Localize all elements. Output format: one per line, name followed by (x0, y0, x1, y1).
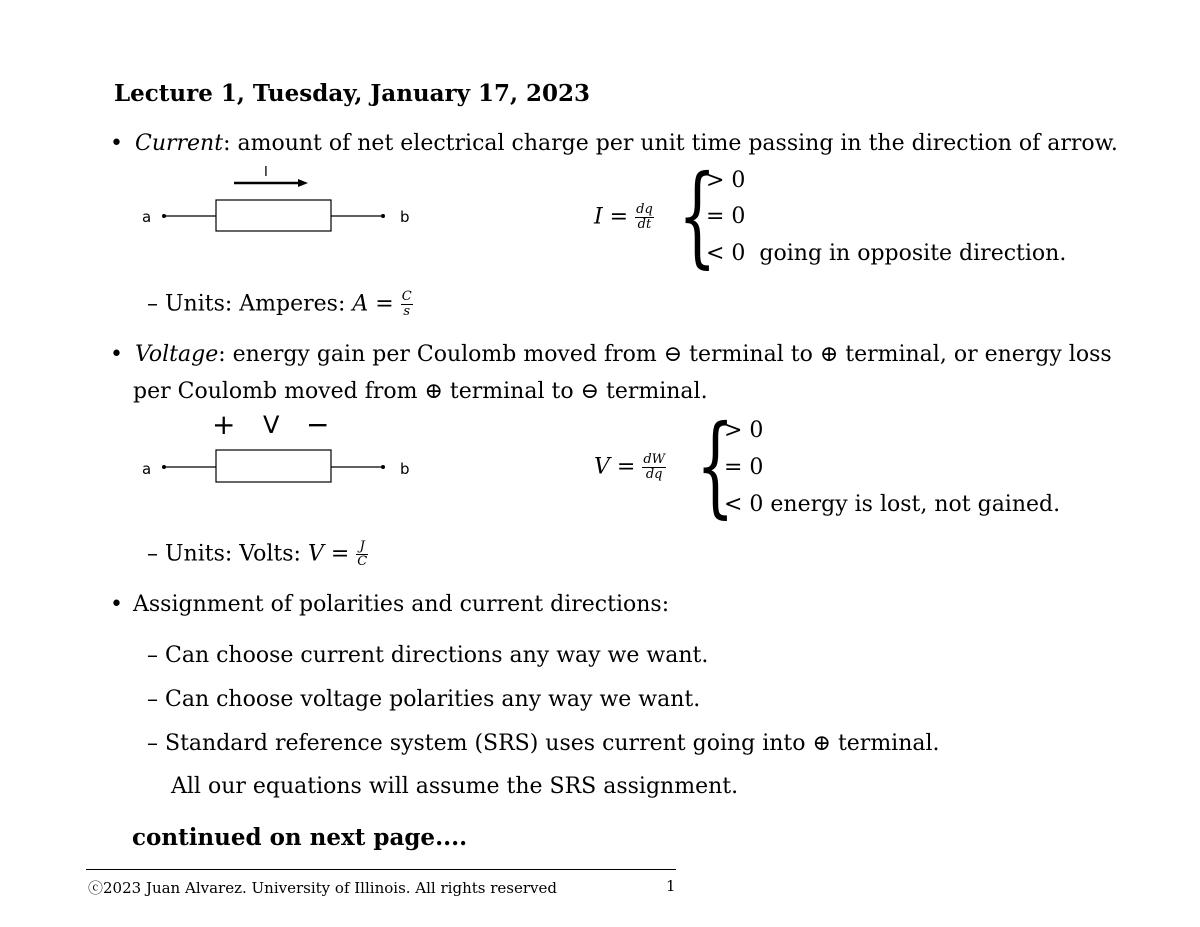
voltage-label: V (263, 411, 280, 439)
voltage-case-2: = 0 (724, 455, 764, 480)
arrow-label: I (264, 165, 268, 180)
voltage-formula (594, 453, 666, 482)
current-resistor-diagram (130, 160, 430, 240)
resistor-box (216, 450, 331, 482)
voltage-formula-lhs: V = (594, 454, 636, 480)
voltage-units (147, 540, 368, 569)
current-formula-lhs: I = (594, 204, 629, 230)
terminal-b-label: b (400, 208, 410, 226)
voltage-units-fraction (356, 540, 368, 569)
current-units-fraction (401, 290, 413, 319)
terminal-b-label: b (400, 460, 410, 478)
page-title: Lecture 1, Tuesday, January 17, 2023 (114, 80, 591, 107)
page-number: 1 (666, 877, 676, 895)
assignment-item: – Can choose voltage polarities any way we want. (147, 687, 701, 712)
current-definition: : amount of net electrical charge per unit time passing in the direction of arrow. (223, 131, 1118, 156)
voltage-case-1: > 0 (724, 418, 764, 443)
arrow-head-icon (298, 179, 308, 187)
bullet-assignment: • (110, 592, 123, 617)
footer-rule (86, 869, 676, 870)
current-units-num: C (401, 289, 412, 304)
current-fraction (635, 203, 654, 232)
continued-label: continued on next page.... (132, 824, 468, 851)
current-units (147, 290, 413, 319)
terminal-a-label: a (142, 460, 152, 478)
footer-copyright: ⓒ2023 Juan Alvarez. University of Illinois. All rights reserved (88, 879, 557, 897)
assignment-heading: Assignment of polarities and current directions: (133, 592, 670, 617)
terminal-a-label: a (142, 208, 152, 226)
assignment-item: – Can choose current directions any way we want. (147, 643, 709, 668)
current-formula (594, 203, 654, 232)
voltage-fraction (642, 453, 666, 482)
current-units-lhs: A = (352, 291, 394, 317)
voltage-resistor-diagram (130, 408, 430, 488)
current-fraction-den: dt (637, 217, 652, 232)
current-units-label: – Units: Amperes: (147, 291, 346, 317)
voltage-definition: : energy gain per Coulomb moved from ⊖ terminal to ⊕ terminal, or energy loss (218, 342, 1112, 367)
current-case-2: = 0 (706, 204, 746, 229)
current-case-1: > 0 (706, 168, 746, 193)
terminal-b-dot (381, 465, 385, 469)
minus-sign: − (306, 408, 330, 441)
voltage-term: Voltage (135, 342, 219, 367)
voltage-definition-line2: per Coulomb moved from ⊕ terminal to ⊖ terminal. (133, 379, 708, 404)
bullet-voltage: • (110, 342, 123, 367)
voltage-units-den: C (357, 554, 368, 569)
plus-sign: + (212, 408, 236, 441)
current-case-3: < 0 going in opposite direction. (706, 241, 1067, 266)
assignment-item: – Standard reference system (SRS) uses current going into ⊕ terminal. (147, 731, 940, 756)
voltage-units-lhs: V = (307, 541, 350, 567)
voltage-cases-brace: { (696, 401, 735, 529)
voltage-case-3: < 0 energy is lost, not gained. (724, 492, 1061, 517)
voltage-units-label: – Units: Volts: (147, 541, 301, 567)
assignment-note: All our equations will assume the SRS assignment. (171, 774, 739, 799)
current-definition-line (135, 131, 1118, 157)
current-cases-brace: { (678, 151, 717, 279)
current-fraction-num: dq (636, 202, 653, 217)
voltage-fraction-num: dW (643, 452, 666, 467)
current-units-den: s (403, 304, 411, 319)
terminal-b-dot (381, 214, 385, 218)
current-term: Current (135, 131, 224, 156)
bullet-current: • (110, 131, 123, 156)
resistor-box (216, 200, 331, 231)
voltage-fraction-den: dq (645, 467, 663, 482)
voltage-units-num: J (356, 540, 368, 555)
voltage-definition-line1 (135, 342, 1112, 368)
